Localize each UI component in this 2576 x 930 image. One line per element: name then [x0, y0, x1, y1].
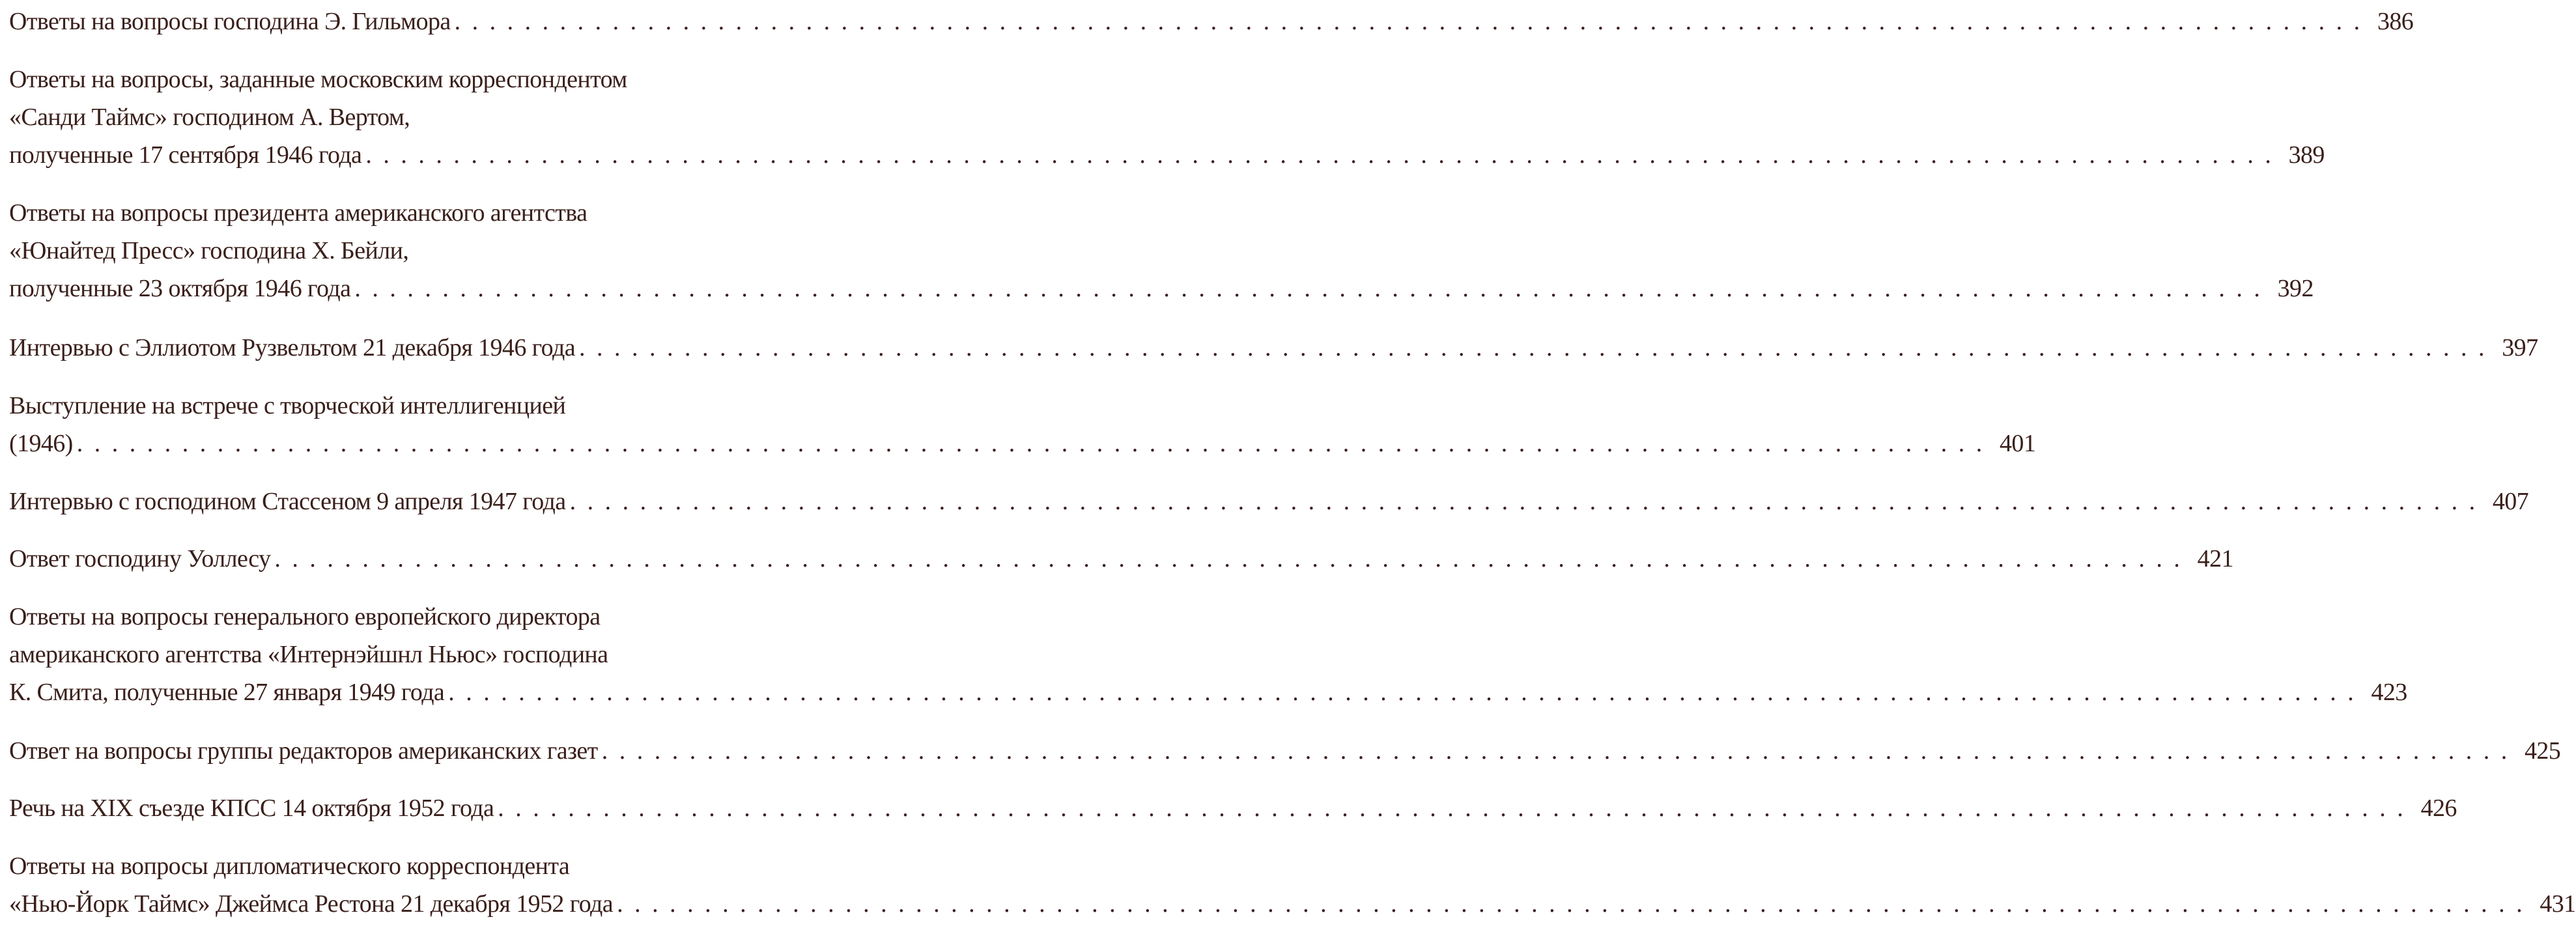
toc-page-number: 392	[2277, 275, 2314, 302]
toc-entry-title: Ответы на вопросы, заданные московским корреспондентом	[9, 66, 627, 93]
dot-leader: . . . . . . . . . . . . . . . . . . . . . . . . . . . . . . . . . . . . . . . . . . . . . . . . . . . . . . . . . . . . . . . . . . . . . . . . . . . . . . . . . . . . . . . . . . . . . . . . . . . . . . . . . . . . .	[448, 679, 2357, 706]
toc-entry-title: «Юнайтед Пресс» господина Х. Бейли,	[9, 237, 409, 264]
toc-entry-title: Ответ на вопросы группы редакторов американских газет	[9, 737, 598, 765]
toc-entry-title: К. Смита, полученные 27 января 1949 года	[9, 679, 445, 706]
toc-page-number: 389	[2288, 141, 2325, 169]
toc-entry-title: «Санди Таймс» господином А. Вертом,	[9, 104, 410, 131]
toc-entry-title: Ответы на вопросы господина Э. Гильмора	[9, 8, 451, 35]
toc-entry-title: американского агентства «Интернэйшнл Ньюс» господина	[9, 641, 608, 668]
toc-page-number: 407	[2492, 488, 2529, 515]
toc-page-number: 401	[2000, 430, 2036, 457]
dot-leader: . . . . . . . . . . . . . . . . . . . . . . . . . . . . . . . . . . . . . . . . . . . . . . . . . . . . . . . . . . . . . . . . . . . . . . . . . . . . . . . . . . . . . . . . . . . . . . . . . . . . . . . . . . . . .	[274, 545, 2183, 572]
dot-leader: . . . . . . . . . . . . . . . . . . . . . . . . . . . . . . . . . . . . . . . . . . . . . . . . . . . . . . . . . . . . . . . . . . . . . . . . . . . . . . . . . . . . . . . . . . . . . . . . . . . . . . . . . . . . .	[601, 737, 2510, 765]
toc-entry-title: «Нью-Йорк Таймс» Джеймса Рестона 21 декабря 1952 года	[9, 890, 614, 918]
toc-entry-title: Ответы на вопросы дипломатического корреспондента	[9, 852, 570, 880]
dot-leader: . . . . . . . . . . . . . . . . . . . . . . . . . . . . . . . . . . . . . . . . . . . . . . . . . . . . . . . . . . . . . . . . . . . . . . . . . . . . . . . . . . . . . . . . . . . . . . . . . . . . . . . . . . . . .	[76, 430, 1985, 457]
toc-entry-title: полученные 17 сентября 1946 года	[9, 141, 362, 169]
dot-leader: . . . . . . . . . . . . . . . . . . . . . . . . . . . . . . . . . . . . . . . . . . . . . . . . . . . . . . . . . . . . . . . . . . . . . . . . . . . . . . . . . . . . . . . . . . . . . . . . . . . . . . . . . . . . .	[498, 795, 2406, 822]
toc-entry-title: Ответ господину Уоллесу	[9, 545, 271, 572]
dot-leader: . . . . . . . . . . . . . . . . . . . . . . . . . . . . . . . . . . . . . . . . . . . . . . . . . . . . . . . . . . . . . . . . . . . . . . . . . . . . . . . . . . . . . . . . . . . . . . . . . . . . . . . . . . . . .	[354, 275, 2263, 302]
dot-leader: . . . . . . . . . . . . . . . . . . . . . . . . . . . . . . . . . . . . . . . . . . . . . . . . . . . . . . . . . . . . . . . . . . . . . . . . . . . . . . . . . . . . . . . . . . . . . . . . . . . . . . . . . . . . .	[617, 890, 2525, 918]
toc-entry-title: Выступление на встрече с творческой интеллигенцией	[9, 392, 566, 419]
toc-page-number: 423	[2371, 679, 2407, 706]
toc-entry-title: Интервью с Эллиотом Рузвельтом 21 декабря 1946 года	[9, 334, 575, 361]
toc-page-number: 431	[2540, 890, 2576, 918]
dot-leader: . . . . . . . . . . . . . . . . . . . . . . . . . . . . . . . . . . . . . . . . . . . . . . . . . . . . . . . . . . . . . . . . . . . . . . . . . . . . . . . . . . . . . . . . . . . . . . . . . . . . . . . . . . . . .	[365, 141, 2274, 169]
dot-leader: . . . . . . . . . . . . . . . . . . . . . . . . . . . . . . . . . . . . . . . . . . . . . . . . . . . . . . . . . . . . . . . . . . . . . . . . . . . . . . . . . . . . . . . . . . . . . . . . . . . . . . . . . . . . .	[454, 8, 2363, 35]
toc-page-number: 425	[2524, 737, 2561, 765]
toc-page-number: 397	[2502, 334, 2538, 361]
toc-entry-title: (1946)	[9, 430, 73, 457]
toc-entry-title: Речь на XIX съезде КПСС 14 октября 1952 года	[9, 795, 494, 822]
dot-leader: . . . . . . . . . . . . . . . . . . . . . . . . . . . . . . . . . . . . . . . . . . . . . . . . . . . . . . . . . . . . . . . . . . . . . . . . . . . . . . . . . . . . . . . . . . . . . . . . . . . . . . . . . . . . .	[569, 488, 2478, 515]
toc-page-number: 426	[2420, 795, 2457, 822]
toc-entry-title: Ответы на вопросы президента американского агентства	[9, 199, 587, 227]
toc-entry-title: Интервью с господином Стассеном 9 апреля 1947 года	[9, 488, 566, 515]
toc-page-number: 421	[2197, 545, 2233, 572]
toc-entry-title: Ответы на вопросы генерального европейского директора	[9, 603, 601, 630]
toc-page-number: 386	[2377, 8, 2414, 35]
toc-entry-title: полученные 23 октября 1946 года	[9, 275, 351, 302]
dot-leader: . . . . . . . . . . . . . . . . . . . . . . . . . . . . . . . . . . . . . . . . . . . . . . . . . . . . . . . . . . . . . . . . . . . . . . . . . . . . . . . . . . . . . . . . . . . . . . . . . . . . . . . . . . . . .	[578, 334, 2487, 361]
